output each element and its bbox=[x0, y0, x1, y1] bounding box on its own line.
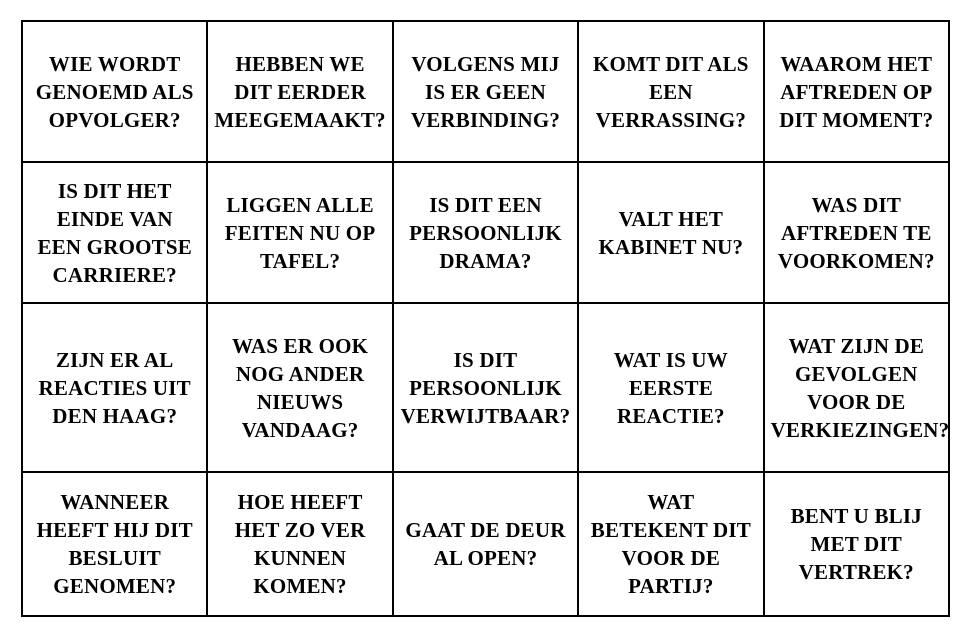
bingo-cell-text: LIGGEN ALLE FEITEN NU OP TAFEL? bbox=[224, 192, 376, 273]
bingo-cell bbox=[764, 162, 949, 303]
bingo-cell-text: ZIJN ER AL REACTIES UIT DEN HAAG? bbox=[38, 347, 191, 428]
bingo-cell-text: WAT BETEKENT DIT VOOR DE PARTIJ? bbox=[590, 490, 751, 598]
bingo-row bbox=[22, 162, 949, 303]
bingo-cell bbox=[764, 472, 949, 616]
bingo-row bbox=[22, 303, 949, 472]
bingo-cell-text: KOMT DIT ALS EEN VERRASSING? bbox=[593, 51, 749, 132]
bingo-cell-text: VOLGENS MIJ IS ER GEEN VERBINDING? bbox=[410, 51, 561, 132]
bingo-cell bbox=[207, 472, 392, 616]
bingo-row bbox=[22, 472, 949, 616]
bingo-cell-text: IS DIT HET EINDE VAN EEN GROOTSE CARRIERE? bbox=[37, 178, 192, 287]
bingo-cell-text: WAT IS UW EERSTE REACTIE? bbox=[613, 347, 728, 428]
bingo-cell bbox=[393, 21, 578, 162]
bingo-cell bbox=[22, 303, 207, 472]
bingo-cell bbox=[207, 21, 392, 162]
bingo-cell-text: WIE WORDT GENOEMD ALS OPVOLGER? bbox=[35, 51, 194, 132]
bingo-cell-text: HEBBEN WE DIT EERDER MEEGEMAAKT? bbox=[214, 51, 386, 132]
bingo-cell bbox=[22, 21, 207, 162]
bingo-cell bbox=[207, 303, 392, 472]
bingo-cell bbox=[764, 21, 949, 162]
bingo-cell-text: BENT U BLIJ MET DIT VERTREK? bbox=[790, 504, 922, 584]
bingo-cell-text: VALT HET KABINET NU? bbox=[598, 206, 744, 259]
bingo-cell-text: WAAROM HET AFTREDEN OP DIT MOMENT? bbox=[779, 51, 934, 132]
bingo-cell bbox=[393, 303, 578, 472]
bingo-cell-text: GAAT DE DEUR AL OPEN? bbox=[405, 518, 566, 570]
bingo-cell bbox=[207, 162, 392, 303]
bingo-cell-text: HOE HEEFT HET ZO VER KUNNEN KOMEN? bbox=[234, 490, 366, 598]
bingo-cell bbox=[578, 303, 763, 472]
bingo-cell-text: WANNEER HEEFT HIJ DIT BESLUIT GENOMEN? bbox=[36, 490, 193, 598]
bingo-cell bbox=[578, 21, 763, 162]
bingo-cell-text: WAT ZIJN DE GEVOLGEN VOOR DE VERKIEZINGEN? bbox=[770, 333, 950, 442]
bingo-row bbox=[22, 21, 949, 162]
bingo-card-table bbox=[21, 20, 950, 617]
bingo-cell-text: IS DIT EEN PERSOONLIJK DRAMA? bbox=[409, 192, 562, 273]
bingo-cell bbox=[764, 303, 949, 472]
bingo-cell bbox=[22, 472, 207, 616]
bingo-cell bbox=[393, 472, 578, 616]
bingo-cell bbox=[578, 472, 763, 616]
bingo-cell-text: WAS ER OOK NOG ANDER NIEUWS VANDAAG? bbox=[231, 333, 369, 442]
bingo-cell bbox=[393, 162, 578, 303]
bingo-cell bbox=[578, 162, 763, 303]
bingo-cell-text: IS DIT PERSOONLIJK VERWIJTBAAR? bbox=[400, 347, 571, 428]
bingo-cell bbox=[22, 162, 207, 303]
bingo-cell-text: WAS DIT AFTREDEN TE VOORKOMEN? bbox=[777, 192, 935, 273]
